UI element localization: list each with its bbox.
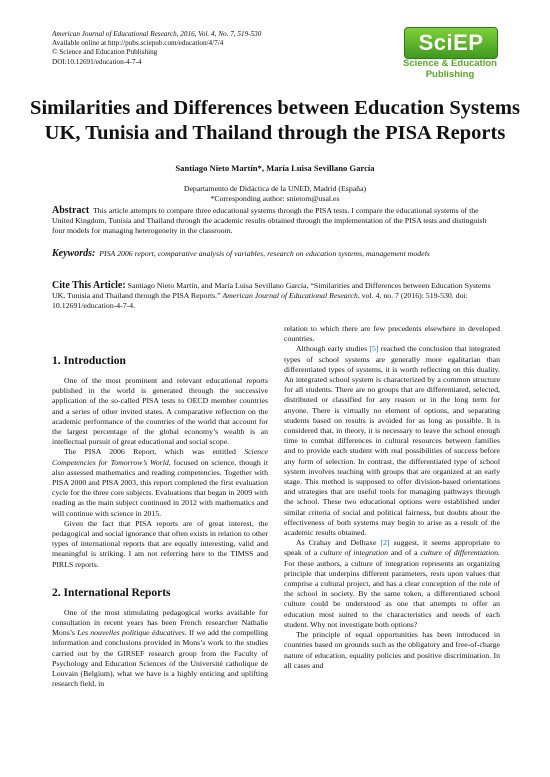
- section-2-paragraph-1: [52, 608, 268, 690]
- s2-text-a: One of the most stimulating pedagogical works available for consultation in recent years has been French researcher Nathalie Mons’s: [52, 607, 268, 638]
- journal-header: [52, 30, 372, 67]
- keywords: [52, 249, 498, 259]
- doi-line[interactable]: DOI:10.12691/education-4-7-4: [52, 57, 142, 66]
- sciep-logo: [398, 27, 502, 81]
- right-column: [284, 324, 500, 671]
- right-paragraph-2: [284, 538, 500, 630]
- abstract-text: This article attempts to compare three educational systems through the PISA tests. I compare the educational systems of the United Kingdom, Tunisia and Thailand through the academic results obtained through the implementation of the PISA tests and distinguish four models for managing heterogeneity in the classroom.: [52, 206, 487, 236]
- logo-line2: Publishing: [425, 69, 475, 80]
- r2-text-c: and of a: [390, 548, 418, 558]
- culture-of-integration: culture of integration: [320, 548, 389, 558]
- r1-text-b: reached the conclusion that integrated types of school systems are generally more egalitarian than differentiated types of systems, it is worth reflecting on this duality. An integrated school system is characterized by a common structure for all students. There are no groups that are differentiated, selected, distributed or classified for any reason or in the long term for anyone. There is virtually no element of options, and separating students based on results is avoided for as long as possible. It is considered that, in theory, it is necessary to leave the school enough time to combat differences in cultural resources between families and to provide each student with real possibilities of success before any form of selection. In contrast, the differentiated type of school system involves teaching with groups that are organized at an early stage. This method is supposed to offer division-based orientations and strategies that are useful tools for managing pathways through the school. These two educational options were established under similar criteria of social and political fairness, but doubts about the effectiveness of both systems may begin to arise as a result of the academic results obtained.: [284, 344, 501, 538]
- culture-of-differentiation: culture of differentiation.: [420, 548, 500, 558]
- reference-link-5[interactable]: [5]: [369, 344, 379, 354]
- right-paragraph-0: relation to which there are few precedents elsewhere in developed countries.: [284, 324, 500, 344]
- publisher-line: © Science and Education Publishing: [52, 48, 158, 57]
- section-1-paragraph-2: [52, 447, 268, 518]
- online-link[interactable]: Available online at http://pubs.sciepub.com/education/4/7/4: [52, 39, 224, 48]
- citation-journal: American Journal of Educational Research,: [222, 291, 360, 301]
- r1-text-a: Although early studies: [296, 344, 368, 354]
- title-line-1: Similarities and Differences between Education Systems: [30, 97, 520, 119]
- journal-citation: American Journal of Educational Research, 2016, Vol. 4, No. 7, 519-530: [52, 30, 262, 38]
- r2-text-a: As Crahay and Delhaxe: [296, 538, 377, 548]
- pisa-report-title: Science Competencies for Tomorrow’s World,: [52, 447, 268, 467]
- citation: [52, 281, 498, 312]
- citation-text: Santiago Nieto Martín, and María Luisa Sevillano García, “Similarities and Differences between Education Systems UK, Tunisia and Thailand through the PISA Reports.”: [52, 281, 491, 301]
- abstract: [52, 206, 498, 237]
- reference-link-2[interactable]: [2]: [380, 538, 390, 548]
- corresponding-author: *Corresponding author: snietom@usal.es: [210, 193, 340, 203]
- r2-text-d: For these authors, a culture of integration represents an organizing principle that underpins different parameters, rests upon values that comprise a cultural project, and has a clear conception of the role of the school in society. By the same token, a differentiated school culture could be understood as one that attempts to offer an education most suited to the characteristics and needs of each student. Why not investigate both options?: [284, 558, 500, 629]
- paper-title: [30, 96, 520, 146]
- title-line-2: UK, Tunisia and Thailand through the PISA Reports: [44, 122, 506, 144]
- r2-text-b: suggest, it seems appropriate to speak of a: [284, 538, 501, 558]
- section-1-paragraph-3: Given the fact that PISA reports are of great interest, the pedagogical and social ignorance that often exists in relation to other types of international reports that are equally interesting, valid and meaningful is striking. I am not referring here to the TIMSS and PIRLS reports.: [52, 518, 268, 569]
- right-paragraph-3: The principle of equal opportunities has been introduced in countries based on grounds such as the obligatory and free-of-charge nature of education, equality policies and positive discrimination. In all cases and: [284, 630, 500, 670]
- abstract-label: Abstract: [52, 205, 90, 216]
- authors: Santiago Nieto Martín*, María Luisa Sevillano García: [175, 163, 375, 173]
- s2-text-b: If we add the compelling information and conclusions provided in Mons’s work to the studies carried out by the GIRSEF research group from the Faculty of Psychology and Education Sciences of the Université catholique de Louvain (Belgium), what we have is a highly enticing and uplifting research field, in: [52, 628, 269, 689]
- logo-badge: [404, 27, 498, 59]
- p2-text-b: focused on science, though it also assessed mathematics and reading competencies. Together with PISA 2000 and PISA 2003, this report completed the first evaluation cycle for the three core subjects. Evaluations that began in 2009 with reading as the main subject continued in 2012 with mathematics and will continue with science in 2015.: [52, 457, 268, 518]
- p2-text-a: The PISA 2006 Report, which was entitled: [64, 447, 236, 457]
- logo-line1: Science & Education: [403, 58, 497, 69]
- section-1-heading: 1. Introduction: [52, 355, 126, 367]
- citation-tail: vol. 4, no. 7 (2016): 519-530. doi: 10.12691/education-4-7-4.: [52, 291, 468, 311]
- mons-book-title: Les nouvelles politique éducatives.: [77, 628, 187, 638]
- section-1-paragraph-1: One of the most prominent and relevant educational reports published in the world is generated through the successive application of the so-called PISA tests to OECD member countries and a series of other invited states. A comparative reflection on the academic performance of the countries of the world that account for the largest percentage of the global economy’s wealth is an intellectual pursuit of great educational and social scope.: [52, 376, 268, 447]
- keywords-text: PISA 2006 report, comparative analysis of variables, research on education systems, management models: [99, 249, 430, 258]
- affiliation-block: [30, 184, 520, 203]
- section-2-heading: 2. International Reports: [52, 586, 171, 599]
- keywords-label: Keywords:: [52, 248, 96, 259]
- affiliation: Departamento de Didáctica de la UNED, Madrid (España): [183, 184, 367, 193]
- citation-label: Cite This Article:: [52, 280, 126, 291]
- left-column: [52, 354, 268, 689]
- logo-mark: SciEP: [418, 30, 484, 55]
- right-paragraph-1: [284, 344, 500, 538]
